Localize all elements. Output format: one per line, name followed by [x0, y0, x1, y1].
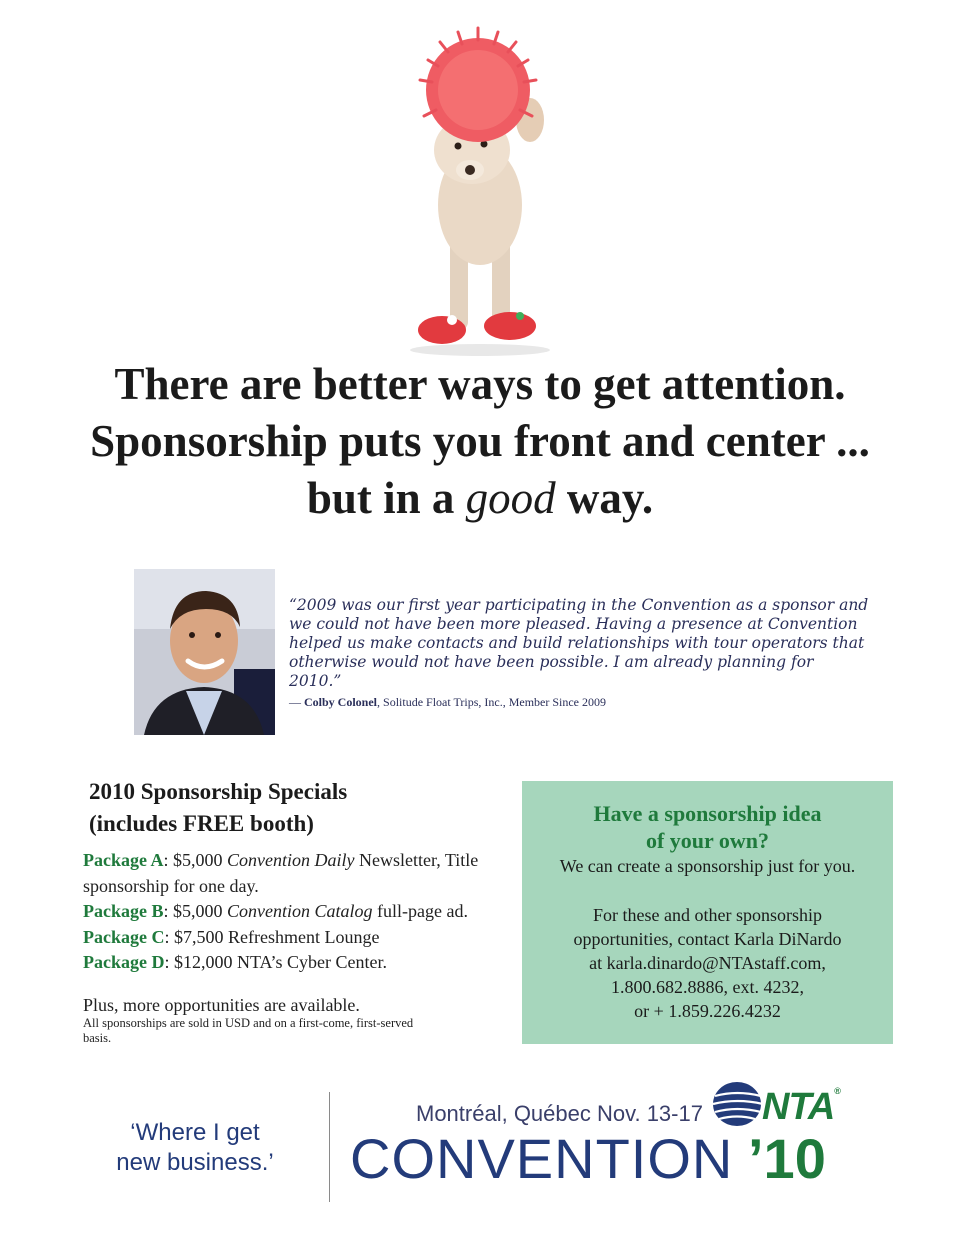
headline-line-3: but in a good way.: [306, 473, 654, 523]
idea-title: Have a sponsorship idea of your own?: [593, 801, 822, 853]
package-label: Package B: [83, 901, 164, 921]
idea-subtitle: We can create a sponsorship just for you.: [559, 856, 856, 876]
contact-phone: 1.800.682.8886, ext. 4232,: [611, 977, 804, 997]
testimonial-quote: “2009 was our first year participating in the Convention as a sponsor and we could not have been more pleased. Having a presence at Convention helped us make contacts and build relationships with tour operators that otherwise would not have been possible. I am already planning for 2010.”: [289, 596, 869, 690]
red-clogs: [418, 312, 536, 344]
package-item: Package A: $5,000 Convention Daily Newsletter, Title sponsorship for one day.: [83, 850, 479, 896]
testimonial-company: , Solitude Float Trips, Inc., Member Since 2009: [377, 695, 607, 709]
contact-info: For these and other sponsorship opportunities, contact Karla DiNardo at karla.dinardo@NTAstaff.com, 1.800.682.8886, ext. 4232, or + 1.859.226.4232: [522, 903, 893, 1023]
footer-divider: [329, 1092, 330, 1202]
event-location-dates: Montréal, Québec Nov. 13-17: [416, 1101, 703, 1126]
testimonial-attribution: — Colby Colonel, Solitude Float Trips, Inc., Member Since 2009: [289, 695, 607, 709]
package-list: [83, 848, 513, 976]
package-label: Package A: [83, 850, 164, 870]
contact-email: opportunities, contact Karla DiNardo: [573, 929, 842, 949]
headline-emphasis: good: [465, 473, 556, 523]
package-label: Package D: [83, 952, 165, 972]
headline: [0, 356, 960, 527]
testimonial-photo: [134, 569, 275, 735]
nta-logo: NTA®: [762, 1086, 840, 1128]
dog-illustration: [380, 20, 580, 360]
more-opportunities: Plus, more opportunities are available.: [83, 995, 360, 1015]
package-item: Package D: $12,000 NTA’s Cyber Center.: [83, 952, 388, 972]
convention-year: ’10: [748, 1127, 826, 1190]
convention-wordmark: CONVENTION: [350, 1127, 734, 1190]
fine-print: All sponsorships are sold in USD and on a first-come, first-served basis.: [83, 1016, 414, 1045]
tagline: ‘Where I get new business.’: [116, 1119, 274, 1176]
package-item: Package B: $5,000 Convention Catalog full-page ad.: [83, 901, 468, 921]
package-label: Package C: [83, 926, 165, 947]
headline-line-1: There are better ways to get attention.: [114, 359, 846, 409]
package-item: Package C: $7,500 Refreshment Lounge: [83, 926, 380, 947]
specials-title: 2010 Sponsorship Specials (includes FREE booth): [89, 779, 348, 836]
headline-line-2: Sponsorship puts you front and center ...: [90, 416, 870, 466]
testimonial-name: Colby Colonel: [304, 695, 378, 709]
